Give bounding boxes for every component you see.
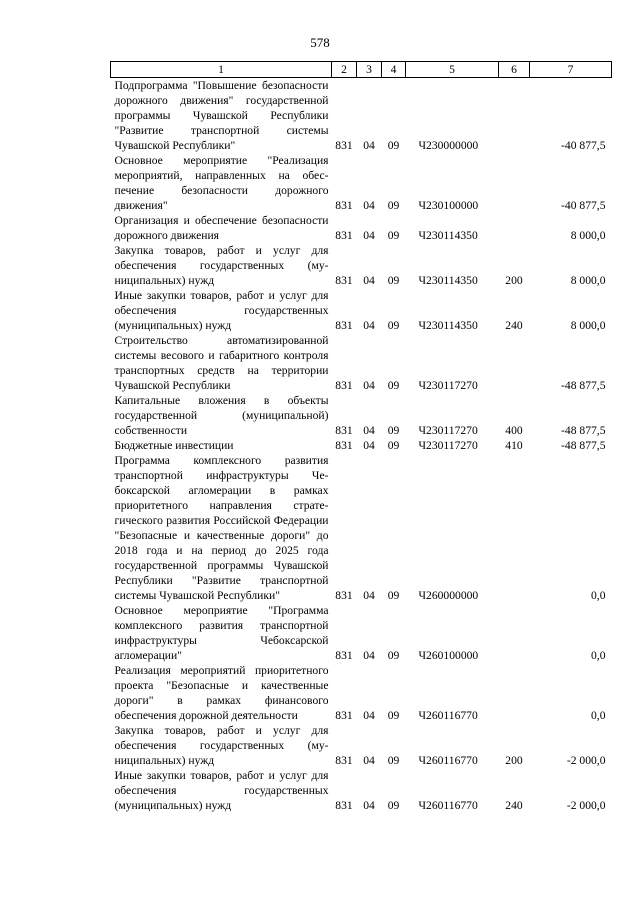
- table-row: [111, 213, 612, 243]
- row-rz: 04: [363, 799, 375, 812]
- row-pr: 09: [387, 274, 400, 287]
- row-ved: 831: [335, 139, 353, 152]
- row-csr: Ч260000000: [418, 589, 479, 602]
- row-pr: 09: [387, 649, 400, 662]
- row-name: Основное мероприятие "Реализация мероприятий, направленных на обеспечение безопасности дорожного движения": [114, 154, 329, 212]
- row-csr: Ч230117270: [418, 439, 478, 452]
- row-rz: 04: [363, 649, 375, 662]
- row-csr: Ч260116770: [418, 799, 478, 812]
- row-csr: Ч260116770: [418, 754, 478, 767]
- row-pr: 09: [387, 754, 400, 767]
- row-pr: 09: [387, 139, 400, 152]
- row-rz: 04: [363, 199, 375, 212]
- row-csr: Ч230117270: [418, 424, 478, 437]
- table-row: [111, 768, 612, 813]
- row-rz: 04: [363, 274, 375, 287]
- row-rz: 04: [363, 589, 375, 602]
- row-vr: [499, 453, 530, 603]
- row-vr: 200: [505, 274, 523, 287]
- row-rz: 04: [363, 229, 375, 242]
- row-ved: 831: [335, 319, 353, 332]
- row-sum: 0,0: [591, 649, 606, 662]
- row-sum: 8 000,0: [570, 319, 606, 332]
- row-ved: 831: [335, 229, 353, 242]
- row-ved: 831: [335, 439, 353, 452]
- row-pr: 09: [387, 589, 400, 602]
- table-row: [111, 333, 612, 393]
- row-csr: Ч230114350: [418, 319, 478, 332]
- row-vr: 240: [505, 319, 523, 332]
- row-name: Программа комплексного развития транспортной инфраструктуры Чебоксарской агломерации в рамках приоритетного направления стратегического развития Российской Федерации "Безопасные и качественные дороги" до 2018 года и на период до 2025 года государственной программы Чувашской Республики "Развитие транспортной системы Чувашской Республики": [114, 454, 329, 602]
- header-col-2: 2: [332, 62, 357, 78]
- header-col-3: 3: [357, 62, 382, 78]
- row-name: Закупка товаров, работ и услуг для обеспечения государственных (муниципальных) нужд: [114, 724, 329, 767]
- row-name: Строительство автоматизированной системы весового и габаритного контроля транспортных средств на территории Чувашской Республики: [114, 334, 329, 392]
- table-row: [111, 453, 612, 603]
- row-sum: -40 877,5: [561, 199, 606, 212]
- row-sum: 8 000,0: [570, 229, 606, 242]
- row-sum: -2 000,0: [566, 799, 606, 812]
- row-sum: -48 877,5: [561, 424, 606, 437]
- table-header: [111, 62, 612, 78]
- row-vr: 240: [505, 799, 523, 812]
- row-vr: [499, 603, 530, 663]
- row-rz: 04: [363, 439, 375, 452]
- row-ved: 831: [335, 589, 353, 602]
- row-name: Основное мероприятие "Программа комплексного развития транспортной инфраструктуры Чебоксарской агломерации": [114, 604, 329, 662]
- row-vr: 400: [505, 424, 523, 437]
- table-row: [111, 78, 612, 154]
- row-pr: 09: [387, 199, 400, 212]
- row-ved: 831: [335, 199, 353, 212]
- table-row: [111, 438, 612, 453]
- header-row: [111, 62, 612, 78]
- row-name: Подпрограмма "Повышение безопасности дорожного движения" государственной программы Чувашской Республики "Развитие транспортной системы Чувашской Республики": [114, 79, 329, 152]
- row-csr: Ч260100000: [418, 649, 479, 662]
- row-csr: Ч230000000: [418, 139, 479, 152]
- row-pr: 09: [387, 229, 400, 242]
- row-name: Организация и обеспечение безопасности дорожного движения: [114, 214, 329, 242]
- header-col-6: 6: [499, 62, 530, 78]
- header-col-5: 5: [406, 62, 499, 78]
- row-csr: Ч230100000: [418, 199, 479, 212]
- row-name: Бюджетные инвестиции: [114, 439, 234, 452]
- row-sum: 0,0: [591, 589, 606, 602]
- row-pr: 09: [387, 709, 400, 722]
- row-csr: Ч230114350: [418, 274, 478, 287]
- row-pr: 09: [387, 424, 400, 437]
- row-vr: [499, 78, 530, 154]
- row-rz: 04: [363, 319, 375, 332]
- row-vr: [499, 213, 530, 243]
- row-pr: 09: [387, 379, 400, 392]
- row-ved: 831: [335, 799, 353, 812]
- table-row: [111, 153, 612, 213]
- table-row: [111, 288, 612, 333]
- row-ved: 831: [335, 709, 353, 722]
- row-vr: 410: [505, 439, 523, 452]
- table-row: [111, 603, 612, 663]
- table-row: [111, 723, 612, 768]
- row-ved: 831: [335, 424, 353, 437]
- row-sum: 8 000,0: [570, 274, 606, 287]
- row-name: Капитальные вложения в объекты государственной (муниципальной) собственности: [114, 394, 329, 437]
- row-sum: -48 877,5: [561, 439, 606, 452]
- row-csr: Ч260116770: [418, 709, 478, 722]
- row-pr: 09: [387, 319, 400, 332]
- row-name: Иные закупки товаров, работ и услуг для обеспечения государственных (муниципальных) нужд: [114, 769, 329, 812]
- row-name: Реализация мероприятий приоритетного проекта "Безопасные и качественные дороги" в рамках финансового обеспечения дорожной деятельности: [114, 664, 329, 722]
- budget-table: [110, 61, 612, 813]
- header-col-7: 7: [530, 62, 612, 78]
- row-rz: 04: [363, 139, 375, 152]
- table-row: [111, 243, 612, 288]
- row-pr: 09: [387, 439, 400, 452]
- table-body: [111, 78, 612, 814]
- row-pr: 09: [387, 799, 400, 812]
- row-sum: -2 000,0: [566, 754, 606, 767]
- header-col-4: 4: [382, 62, 406, 78]
- row-vr: [499, 663, 530, 723]
- row-sum: -48 877,5: [561, 379, 606, 392]
- row-vr: [499, 333, 530, 393]
- row-sum: -40 877,5: [561, 139, 606, 152]
- table-row: [111, 663, 612, 723]
- row-ved: 831: [335, 274, 353, 287]
- row-vr: [499, 153, 530, 213]
- header-col-1: 1: [111, 62, 332, 78]
- row-ved: 831: [335, 649, 353, 662]
- row-rz: 04: [363, 754, 375, 767]
- row-name: Иные закупки товаров, работ и услуг для обеспечения государственных (муниципальных) нужд: [114, 289, 329, 332]
- row-vr: 200: [505, 754, 523, 767]
- page-number: 578: [310, 35, 330, 50]
- row-rz: 04: [363, 424, 375, 437]
- row-name: Закупка товаров, работ и услуг для обеспечения государственных (муниципальных) нужд: [114, 244, 329, 287]
- table-row: [111, 393, 612, 438]
- row-ved: 831: [335, 379, 353, 392]
- row-csr: Ч230117270: [418, 379, 478, 392]
- row-ved: 831: [335, 754, 353, 767]
- row-sum: 0,0: [591, 709, 606, 722]
- row-rz: 04: [363, 379, 375, 392]
- row-csr: Ч230114350: [418, 229, 478, 242]
- row-rz: 04: [363, 709, 375, 722]
